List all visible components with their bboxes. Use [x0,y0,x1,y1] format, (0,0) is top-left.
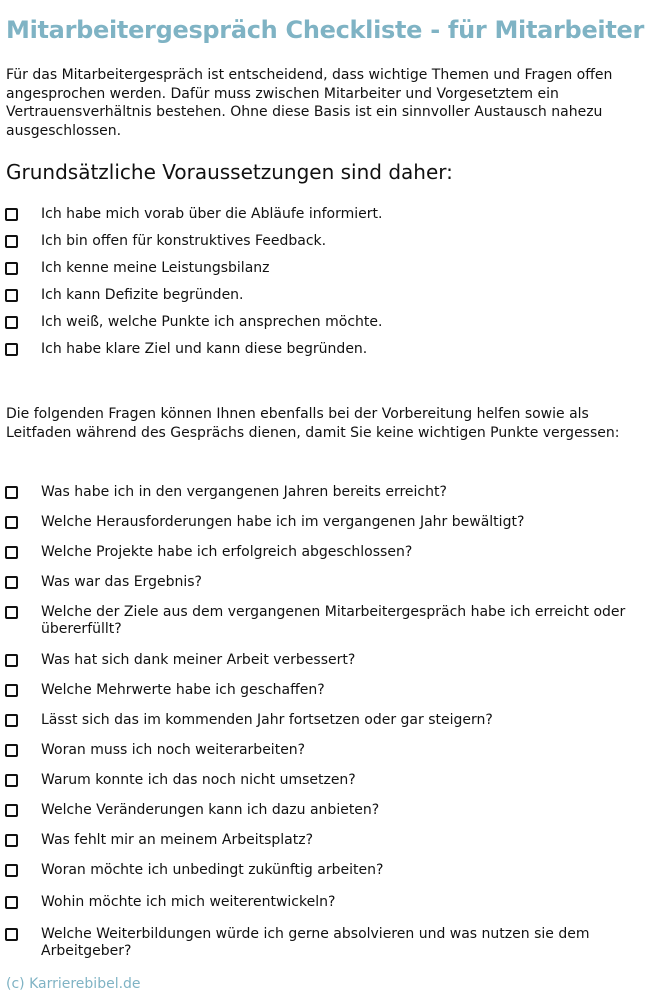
checkbox[interactable] [5,576,18,589]
checklist-item-label: Wohin möchte ich mich weiterentwickeln? [41,894,336,910]
checkbox[interactable] [5,208,18,221]
checkbox[interactable] [5,774,18,787]
checkbox[interactable] [5,834,18,847]
checklist-item-label: Welche Veränderungen kann ich dazu anbieten? [41,802,380,818]
checkbox[interactable] [5,928,18,941]
checklist-item-label: Woran möchte ich unbedingt zukünftig arbeiten? [41,862,384,878]
section1-heading: Grundsätzliche Voraussetzungen sind daher: [6,160,453,184]
checkbox[interactable] [5,606,18,619]
checkbox[interactable] [5,896,18,909]
checklist-item-label: Lässt sich das im kommenden Jahr fortsetzen oder gar steigern? [41,712,493,728]
checklist-item-label: Was fehlt mir an meinem Arbeitsplatz? [41,832,313,848]
checklist-item-label: Ich habe klare Ziel und kann diese begründen. [41,341,368,357]
checkbox[interactable] [5,235,18,248]
checkbox[interactable] [5,744,18,757]
checklist-item-label: Welche Projekte habe ich erfolgreich abgeschlossen? [41,544,413,560]
checklist-item-label: Ich habe mich vorab über die Abläufe informiert. [41,206,383,222]
checklist-item-label: Ich kenne meine Leistungsbilanz [41,260,270,276]
checklist-item-label: Ich bin offen für konstruktives Feedback. [41,233,327,249]
checklist-item-label: Was war das Ergebnis? [41,574,202,590]
checklist-item-label: Welche Mehrwerte habe ich geschaffen? [41,682,325,698]
checkbox[interactable] [5,262,18,275]
checklist-item-label: Welche Weiterbildungen würde ich gerne absolvieren und was nutzen sie dem Arbeitgeber? [41,926,590,959]
checkbox[interactable] [5,864,18,877]
questions-intro-paragraph: Die folgenden Fragen können Ihnen ebenfalls bei der Vorbereitung helfen sowie als Leitfaden während des Gesprächs dienen, damit Sie keine wichtigen Punkte vergessen: [6,406,620,441]
checkbox[interactable] [5,486,18,499]
checklist-item-label: Was habe ich in den vergangenen Jahren bereits erreicht? [41,484,447,500]
checklist-item-label: Ich kann Defizite begründen. [41,287,244,303]
checkbox[interactable] [5,714,18,727]
page-title: Mitarbeitergespräch Checkliste - für Mitarbeiter [6,16,645,45]
checkbox[interactable] [5,343,18,356]
checkbox[interactable] [5,684,18,697]
checklist-item-label: Woran muss ich noch weiterarbeiten? [41,742,306,758]
checkbox[interactable] [5,316,18,329]
checklist-item-label: Was hat sich dank meiner Arbeit verbessert? [41,652,356,668]
checklist-item-label: Welche der Ziele aus dem vergangenen Mitarbeitergespräch habe ich erreicht oder übererfüllt? [41,604,626,637]
checkbox[interactable] [5,289,18,302]
checkbox[interactable] [5,804,18,817]
checkbox[interactable] [5,516,18,529]
checkbox[interactable] [5,546,18,559]
checklist-item-label: Warum konnte ich das noch nicht umsetzen? [41,772,356,788]
checklist-item-label: Welche Herausforderungen habe ich im vergangenen Jahr bewältigt? [41,514,525,530]
checklist-item-label: Ich weiß, welche Punkte ich ansprechen möchte. [41,314,383,330]
checkbox[interactable] [5,654,18,667]
copyright-footer: (c) Karrierebibel.de [6,976,141,992]
intro-paragraph: Für das Mitarbeitergespräch ist entscheidend, dass wichtige Themen und Fragen offen angesprochen werden. Dafür muss zwischen Mitarbeiter und Vorgesetztem ein Vertrauensverhältnis bestehen. Ohne diese Basis ist ein sinnvoller Austausch nahezu ausgeschlossen. [6,67,613,139]
